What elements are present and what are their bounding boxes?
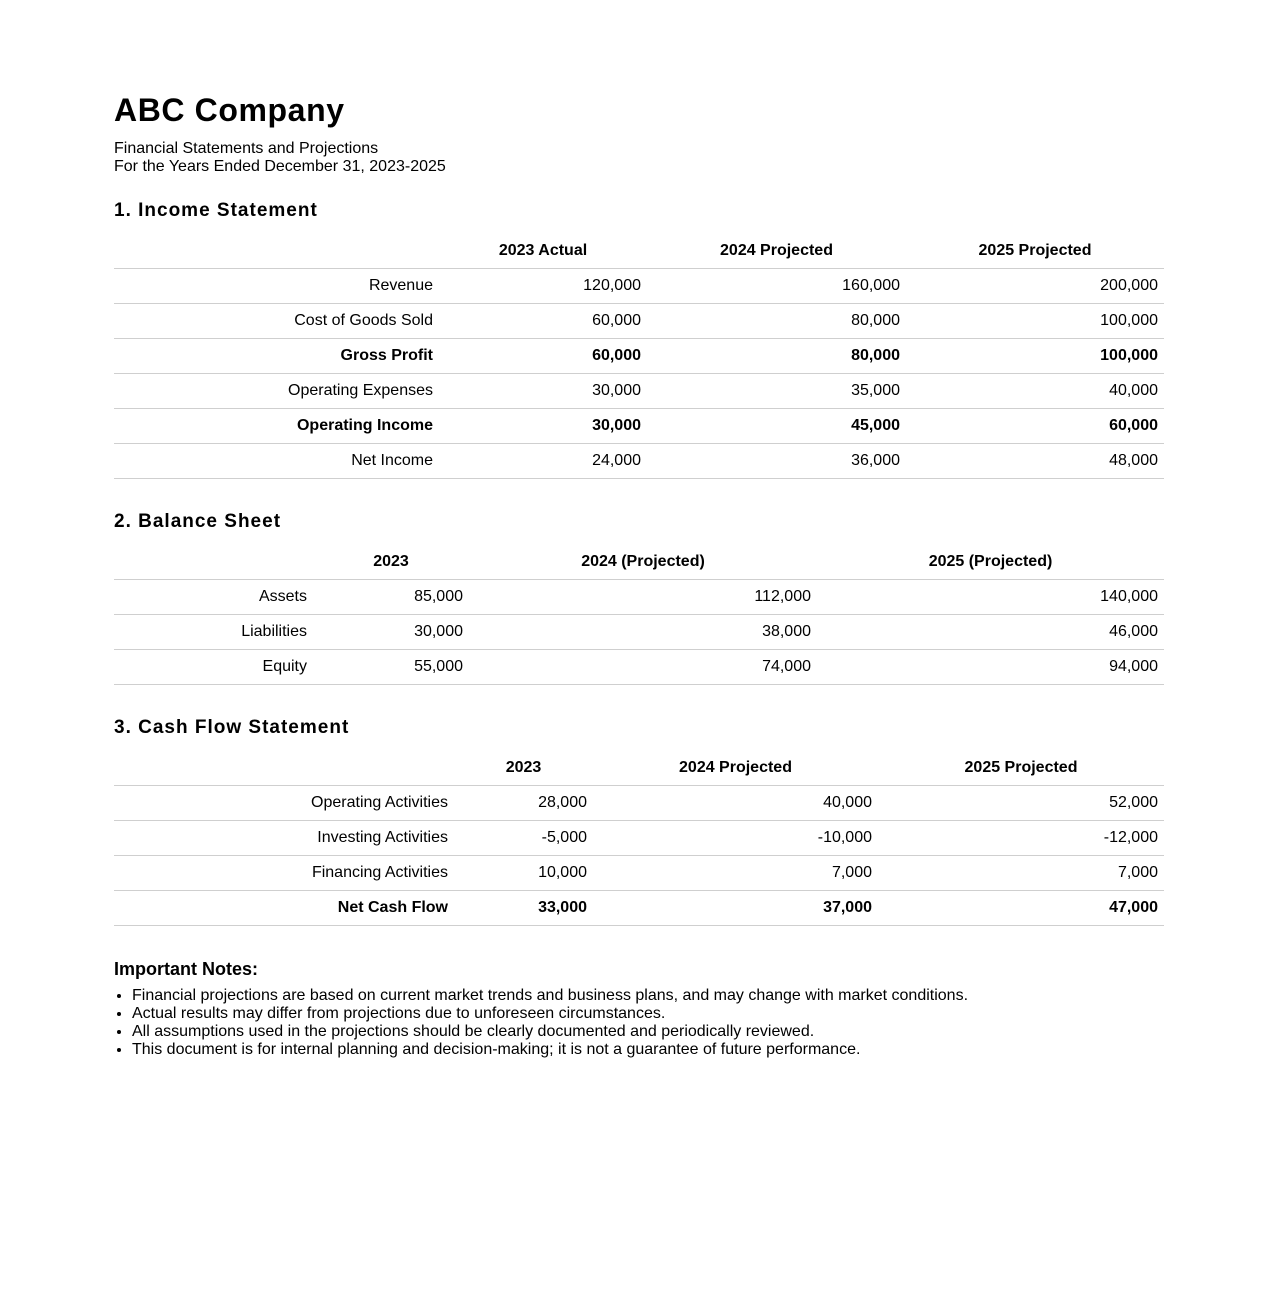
table-row xyxy=(114,650,1164,685)
table-row xyxy=(114,891,1164,926)
value-cell: 10,000 xyxy=(454,856,593,891)
notes-title: Important Notes: xyxy=(114,959,258,979)
value-cell: 74,000 xyxy=(469,650,817,685)
table-row xyxy=(114,856,1164,891)
column-header: 2024 (Projected) xyxy=(581,553,705,570)
column-header: 2025 (Projected) xyxy=(928,553,1053,570)
value-cell: 120,000 xyxy=(439,269,647,304)
column-header: 2024 Projected xyxy=(679,759,792,776)
row-label: Assets xyxy=(114,580,313,615)
note-item: • All assumptions used in the projections should be clearly documented and periodically reviewed. xyxy=(132,1023,1182,1041)
value-cell: 60,000 xyxy=(439,339,647,374)
row-label: Investing Activities xyxy=(114,821,454,856)
row-label: Gross Profit xyxy=(114,339,439,374)
row-label: Revenue xyxy=(114,269,439,304)
column-header: 2025 Projected xyxy=(964,759,1078,776)
value-cell: 140,000 xyxy=(817,580,1164,615)
row-label: Cost of Goods Sold xyxy=(114,304,439,339)
row-label: Operating Activities xyxy=(114,786,454,821)
value-cell: 48,000 xyxy=(906,444,1164,479)
value-cell: -5,000 xyxy=(454,821,593,856)
note-item: • Actual results may differ from projections due to unforeseen circumstances. xyxy=(132,1005,1182,1023)
column-header: 2023 Actual xyxy=(498,242,588,259)
value-cell: 28,000 xyxy=(454,786,593,821)
value-cell: 80,000 xyxy=(647,304,906,339)
table-header-row xyxy=(114,751,1164,786)
value-cell: 60,000 xyxy=(439,304,647,339)
value-cell: 45,000 xyxy=(647,409,906,444)
notes-list xyxy=(114,987,1182,1059)
value-cell: 40,000 xyxy=(906,374,1164,409)
table-row xyxy=(114,821,1164,856)
row-label: Net Income xyxy=(114,444,439,479)
value-cell: 40,000 xyxy=(593,786,878,821)
table-row xyxy=(114,409,1164,444)
value-cell: 112,000 xyxy=(469,580,817,615)
table-row xyxy=(114,580,1164,615)
row-label: Liabilities xyxy=(114,615,313,650)
row-label: Net Cash Flow xyxy=(114,891,454,926)
column-header: 2023 xyxy=(373,553,409,570)
table-row xyxy=(114,786,1164,821)
value-cell: 7,000 xyxy=(878,856,1164,891)
row-label: Financing Activities xyxy=(114,856,454,891)
balance-sheet-table xyxy=(114,545,1164,685)
table-header-row xyxy=(114,545,1164,580)
company-title: ABC Company xyxy=(114,92,345,128)
column-header xyxy=(114,234,439,269)
table-row xyxy=(114,269,1164,304)
value-cell: 47,000 xyxy=(878,891,1164,926)
value-cell: 85,000 xyxy=(313,580,469,615)
table-row xyxy=(114,304,1164,339)
value-cell: 30,000 xyxy=(439,374,647,409)
income-statement-title: 1. Income Statement xyxy=(114,200,318,221)
value-cell: 30,000 xyxy=(439,409,647,444)
table-row xyxy=(114,615,1164,650)
value-cell: 100,000 xyxy=(906,339,1164,374)
value-cell: 7,000 xyxy=(593,856,878,891)
value-cell: 100,000 xyxy=(906,304,1164,339)
balance-sheet-title: 2. Balance Sheet xyxy=(114,511,282,532)
row-label: Operating Income xyxy=(114,409,439,444)
note-item: • This document is for internal planning and decision-making; it is not a guarantee of future performance. xyxy=(132,1041,1182,1059)
subtitle-line-2: For the Years Ended December 31, 2023-2025 xyxy=(114,158,446,175)
value-cell: 24,000 xyxy=(439,444,647,479)
document-page xyxy=(114,90,1164,1058)
value-cell: 60,000 xyxy=(906,409,1164,444)
row-label: Equity xyxy=(114,650,313,685)
value-cell: 55,000 xyxy=(313,650,469,685)
value-cell: -10,000 xyxy=(593,821,878,856)
value-cell: 160,000 xyxy=(647,269,906,304)
income-statement-table xyxy=(114,234,1164,479)
value-cell: 200,000 xyxy=(906,269,1164,304)
value-cell: 46,000 xyxy=(817,615,1164,650)
table-row xyxy=(114,444,1164,479)
note-item: • Financial projections are based on current market trends and business plans, and may change with market conditions. xyxy=(132,987,1182,1005)
row-label: Operating Expenses xyxy=(114,374,439,409)
table-header-row xyxy=(114,234,1164,269)
value-cell: 35,000 xyxy=(647,374,906,409)
value-cell: 33,000 xyxy=(454,891,593,926)
table-row xyxy=(114,339,1164,374)
column-header xyxy=(114,751,454,786)
column-header: 2023 xyxy=(505,759,542,776)
cash-flow-table xyxy=(114,751,1164,926)
value-cell: 80,000 xyxy=(647,339,906,374)
value-cell: 37,000 xyxy=(593,891,878,926)
value-cell: 94,000 xyxy=(817,650,1164,685)
value-cell: 52,000 xyxy=(878,786,1164,821)
value-cell: 36,000 xyxy=(647,444,906,479)
column-header: 2025 Projected xyxy=(978,242,1092,259)
document-subtitle xyxy=(114,140,1164,176)
table-row xyxy=(114,374,1164,409)
value-cell: -12,000 xyxy=(878,821,1164,856)
value-cell: 30,000 xyxy=(313,615,469,650)
value-cell: 38,000 xyxy=(469,615,817,650)
subtitle-line-1: Financial Statements and Projections xyxy=(114,140,379,157)
column-header: 2024 Projected xyxy=(720,242,833,259)
cash-flow-title: 3. Cash Flow Statement xyxy=(114,717,350,738)
column-header xyxy=(114,545,313,580)
